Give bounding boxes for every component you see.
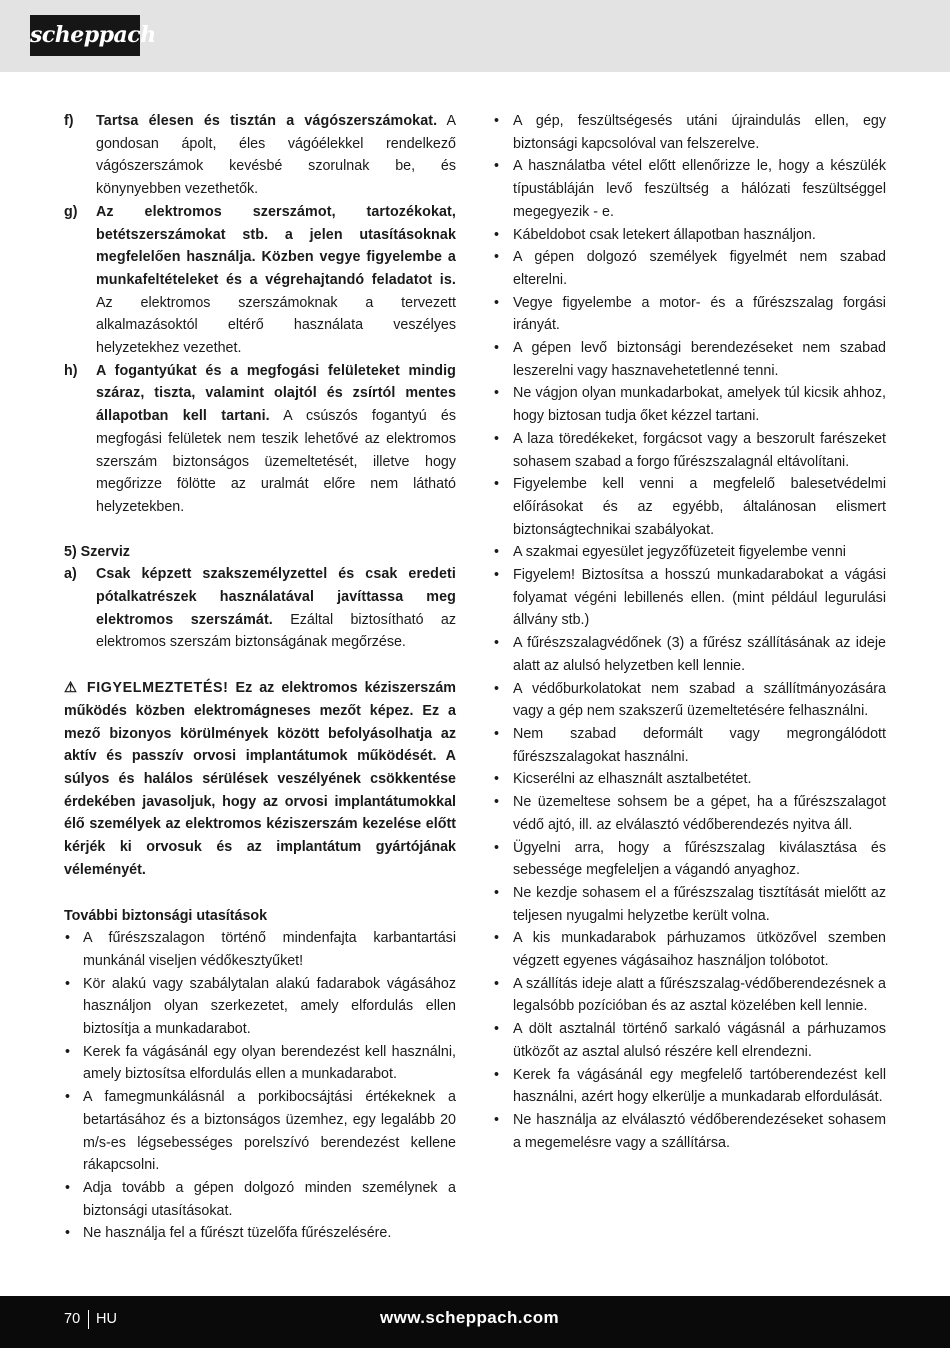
list-item: • Ne használja fel a fűrészt tüzelőfa fűrészelésére. bbox=[64, 1222, 456, 1245]
list-item: • A dölt asztalnál történő sarkaló vágásnál a párhuzamos ütközőt az asztal alulsó részére kell elrendezni. bbox=[494, 1018, 886, 1063]
bullet-icon: • bbox=[65, 975, 71, 992]
bullet-icon: • bbox=[494, 113, 500, 129]
bullet-icon: • bbox=[494, 930, 500, 947]
bullet-icon: • bbox=[494, 340, 500, 357]
list-item: • Ne vágjon olyan munkadarbokat, amelyek túl kicsik ahhoz, hogy biztosan tudja őket kézzel tartani. bbox=[494, 382, 886, 427]
bullet-icon: • bbox=[494, 1066, 500, 1083]
list-item: • A szakmai egyesület jegyzőfüzeteit figyelembe venni bbox=[494, 541, 886, 564]
list-item: • Nem szabad deformált vagy megrongálódott fűrészszalagokat használni. bbox=[494, 723, 886, 768]
item-bold-text: Csak képzett szakszemélyzettel és csak eredeti pótalkatrészek használatával javíttassa meg elektromos szerszámát. bbox=[96, 566, 456, 628]
bullet-icon: • bbox=[494, 544, 500, 561]
item-bold-text: A fogantyúkat és a megfogási felületeket mindig száraz, tiszta, valamint olajtól és zsírtól mentes állapotban kell tartani. bbox=[96, 362, 456, 425]
list-item: • Ne üzemeltese sohsem be a gépet, ha a fűrészszalagot védő ajtó, ill. az elválasztó védőberendezés nyitva áll. bbox=[494, 791, 886, 836]
list-item: • Ne használja az elválasztó védőberendezéseket sohasem a megemelésre vagy a szállítársa. bbox=[494, 1109, 886, 1154]
list-item: • Kör alakú vagy szabálytalan alakú fadarabok vágásához használjon olyan szerkezetet, amely elfordulás ellen biztosítja a munkadarabot. bbox=[64, 973, 456, 1041]
bullet-icon: • bbox=[494, 385, 500, 402]
warning-text: Ez az elektromos kéziszerszám működés közben elektromágneses mezőt képez. Ez a mező bizonyos körülmények között befolyásolhatja az aktív és passzív orvosi implantátumok működését. A súlyos és halálos sérülések veszélyének csökkentése érdekében javasoljuk, hogy az orvosi implantátumokkal élő személyek az elektromos kéziszerszám kezelése előtt kérjék ki orvosuk és az implantátum gyártójának véleményét. bbox=[64, 680, 456, 878]
item-marker: f) bbox=[64, 113, 74, 129]
bullet-icon: • bbox=[65, 1179, 71, 1196]
list-item: • A szállítás ideje alatt a fűrészszalag-védőberendezésnek a legalsóbb pozícióban és az asztal közelében kell lennie. bbox=[494, 973, 886, 1018]
warning-block bbox=[64, 677, 456, 881]
page-number: 70 bbox=[64, 1311, 81, 1327]
page-header bbox=[0, 0, 950, 72]
warning-title: FIGYELMEZTETÉS! bbox=[86, 680, 229, 697]
bullet-icon: • bbox=[494, 249, 500, 266]
instruction-item-g bbox=[64, 201, 456, 360]
bullet-icon: • bbox=[494, 567, 500, 584]
bullet-icon: • bbox=[494, 839, 500, 856]
bullet-icon: • bbox=[65, 1089, 71, 1106]
list-item: • Kicserélni az elhasznált asztalbetétet. bbox=[494, 768, 886, 791]
warning-icon: ⚠ bbox=[64, 680, 80, 697]
list-item: • A használatba vétel előtt ellenőrizze le, hogy a készülék típustábláján levő feszültség a hálózati feszültséggel megegyezik - e. bbox=[494, 155, 886, 223]
instruction-item-f bbox=[64, 110, 456, 201]
item-marker: a) bbox=[64, 566, 77, 583]
bullet-icon: • bbox=[494, 226, 500, 243]
bullet-icon: • bbox=[65, 1225, 71, 1242]
list-item: • Kerek fa vágásánál egy olyan berendezést kell használni, amely biztosítsa elfordulás ellen a munkadarabot. bbox=[64, 1041, 456, 1086]
bullet-icon: • bbox=[494, 975, 500, 992]
list-item: • A fűrészszalagvédőnek (3) a fűrész szállításának az ideje alatt az alulsó helyzetben kell lennie. bbox=[494, 632, 886, 677]
bullet-icon: • bbox=[494, 476, 500, 493]
list-item: • Ne kezdje sohasem el a fűrészszalag tisztítását mielőtt az teljesen nyugalmi helyzetbe került volna. bbox=[494, 882, 886, 927]
item-bold-text: Tartsa élesen és tisztán a vágószerszámokat. bbox=[96, 113, 438, 129]
list-item: • A védőburkolatokat nem szabad a szállítmányozására vagy a gép nem szakszerű üzemeltetésére felhasználni. bbox=[494, 678, 886, 723]
item-text: A csúszós fogantyú és megfogási felületek nem teszik lehetővé az elektromos szerszám biztonságos üzemeltetését, illetve hogy megőrizze fölötte az uralmát előre nem látható helyzetekben. bbox=[96, 408, 456, 515]
item-bold-text: Az elektromos szerszámot, tartozékokat, betétszerszámokat stb. a jelen utasításoknak megfelelően használja. Közben vegye figyelembe a munkafeltételeket és a végrehajtandó feladatot is. bbox=[96, 203, 456, 288]
instruction-item-a bbox=[64, 563, 456, 654]
left-column bbox=[64, 110, 456, 1245]
list-item: • A gépen dolgozó személyek figyelmét nem szabad elterelni. bbox=[494, 246, 886, 291]
bullet-icon: • bbox=[494, 794, 500, 811]
bullet-icon: • bbox=[494, 158, 500, 175]
instruction-item-h bbox=[64, 360, 456, 519]
bullet-icon: • bbox=[494, 430, 500, 447]
list-item: • Ügyelni arra, hogy a fűrészszalag kiválasztása és sebessége megfeleljen a vágandó anyaghoz. bbox=[494, 837, 886, 882]
list-item: • Kerek fa vágásánál egy megfelelő tartóberendezést kell használni, azért hogy elkerülje a munkadarab elfordulását. bbox=[494, 1064, 886, 1109]
item-marker: g) bbox=[64, 203, 78, 220]
item-text: Ezáltal biztosítható az elektromos szerszám biztonságának megőrzése. bbox=[96, 611, 456, 651]
bullet-icon: • bbox=[494, 884, 500, 901]
right-column bbox=[494, 110, 886, 1154]
list-item: • Figyelem! Biztosítsa a hosszú munkadarabokat a vágási folyamat végéni lebillenés ellen. (mint például legurulási állvány stb.) bbox=[494, 564, 886, 632]
footer-divider bbox=[88, 1310, 89, 1329]
bullet-icon: • bbox=[494, 1021, 500, 1038]
list-item: • Vegye figyelembe a motor- és a fűrészszalag forgási irányát. bbox=[494, 292, 886, 337]
list-item: • Figyelembe kell venni a megfelelő balesetvédelmi előírásokat és az egyébb, általánosan elismert biztonságtechnikai szabályokat. bbox=[494, 473, 886, 541]
bullet-icon: • bbox=[494, 725, 500, 742]
bullet-icon: • bbox=[494, 294, 500, 311]
list-item: • A kis munkadarabok párhuzamos ütközővel szemben végzett egyenes vágásaihoz használjon tolóbotot. bbox=[494, 927, 886, 972]
bullet-icon: • bbox=[494, 635, 500, 652]
language-code: HU bbox=[96, 1311, 117, 1327]
bullet-icon: • bbox=[65, 930, 71, 947]
section-title-service: 5) Szerviz bbox=[64, 543, 130, 560]
list-item: • A laza töredékeket, forgácsot vagy a beszorult farészeket sohasem szabad a forgo fűrészszalagnál eltávolítani. bbox=[494, 428, 886, 473]
bullet-icon: • bbox=[494, 771, 500, 788]
list-item: • A gép, feszültségesés utáni újraindulás ellen, egy biztonsági kapcsolóval van felszerelve. bbox=[494, 110, 886, 155]
list-item: • A famegmunkálásnál a porkibocsájtási értékeknek a betartásához és a biztonságos üzemhez, egy legalább 20 m/s-es légsebességes porelszívó berendezést kellene rákapcsolni. bbox=[64, 1086, 456, 1177]
page-footer bbox=[0, 1296, 950, 1348]
scheppach-logo: scheppach bbox=[30, 15, 140, 56]
bullet-icon: • bbox=[494, 680, 500, 697]
list-item: • A gépen levő biztonsági berendezéseket nem szabad leszerelni vagy hasznavehetetlenné tenni. bbox=[494, 337, 886, 382]
item-marker: h) bbox=[64, 362, 78, 379]
item-text: A gondosan ápolt, éles vágóélekkel rendelkező vágószerszámok kevésbé szorulnak be, és könynyebben vezethetők. bbox=[96, 113, 456, 198]
bullet-icon: • bbox=[65, 1043, 71, 1060]
list-item: • Kábeldobot csak letekert állapotban használjon. bbox=[494, 224, 886, 247]
bullet-icon: • bbox=[494, 1111, 500, 1128]
website-link[interactable]: www.scheppach.com bbox=[380, 1308, 560, 1327]
list-item: • Adja tovább a gépen dolgozó minden személynek a biztonsági utasításokat. bbox=[64, 1177, 456, 1222]
item-text: Az elektromos szerszámoknak a tervezett alkalmazásoktól eltérő használata veszélyes helyzetekhez vezethet. bbox=[96, 294, 456, 357]
list-item: • A fűrészszalagon történő mindenfajta karbantartási munkánál viseljen védőkesztyűket! bbox=[64, 927, 456, 972]
section-title-additional-safety: További biztonsági utasítások bbox=[64, 907, 268, 924]
